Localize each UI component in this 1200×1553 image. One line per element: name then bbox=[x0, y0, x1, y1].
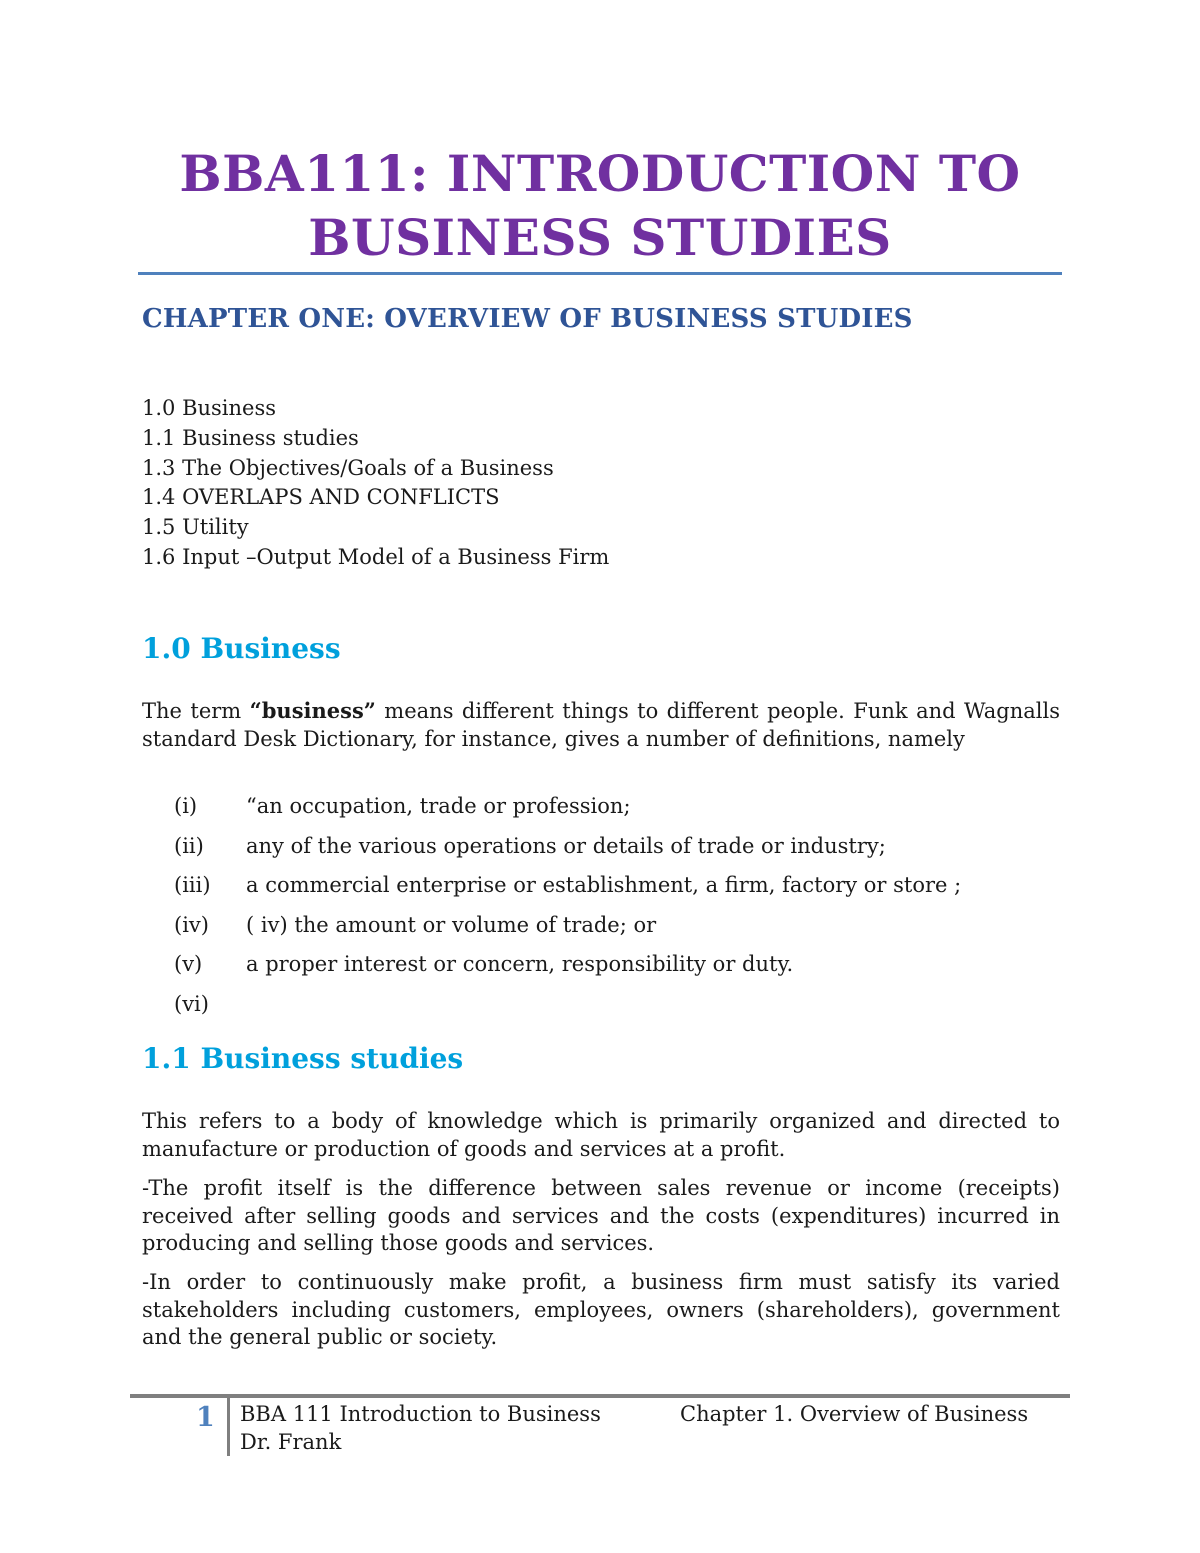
definition-text: a commercial enterprise or establishment, a firm, factory or store ; bbox=[246, 873, 962, 897]
title-line-2: BUSINESS STUDIES bbox=[308, 208, 892, 267]
definition-number: (i) bbox=[174, 794, 198, 818]
document-title bbox=[140, 142, 1060, 270]
toc-item: 1.5 Utility bbox=[142, 515, 249, 540]
intro-text-before: The term bbox=[142, 699, 250, 723]
footer-course-info bbox=[240, 1400, 601, 1456]
table-of-contents bbox=[142, 394, 609, 573]
definition-number: (iv) bbox=[174, 912, 209, 937]
definition-list bbox=[174, 790, 961, 1027]
definition-item bbox=[174, 830, 961, 870]
toc-item: 1.4 OVERLAPS AND CONFLICTS bbox=[142, 485, 500, 510]
toc-item: 1.0 Business bbox=[142, 396, 277, 420]
definition-number: (vi) bbox=[174, 991, 209, 1016]
definition-number: (iii) bbox=[174, 873, 211, 897]
title-divider bbox=[138, 272, 1062, 275]
definition-item bbox=[174, 988, 961, 1028]
definition-item bbox=[174, 948, 961, 988]
definition-text: any of the various operations or details of trade or industry; bbox=[246, 833, 886, 858]
footer-chapter-title: Chapter 1. Overview of Business bbox=[680, 1402, 1029, 1426]
definition-item bbox=[174, 869, 961, 909]
studies-paragraph-2: -The profit itself is the difference between sales revenue or income (receipts) received after selling goods and services and the costs (expenditures) incurred in producing and selling those goods and services. bbox=[142, 1176, 1060, 1255]
definition-item bbox=[174, 909, 961, 949]
definition-text: “an occupation, trade or profession; bbox=[246, 794, 631, 818]
business-intro-paragraph bbox=[142, 697, 1060, 753]
title-line-1: BBA111: INTRODUCTION TO bbox=[179, 144, 1021, 203]
intro-bold-term: “business” bbox=[249, 698, 376, 723]
intro-text-after: means different things to different people. Funk and Wagnalls standard Desk Dictionary, for instance, gives a number of definitions, namely bbox=[142, 699, 1060, 751]
definition-number: (ii) bbox=[174, 833, 204, 858]
section-heading-business: 1.0 Business bbox=[142, 632, 341, 665]
footer-author: Dr. Frank bbox=[240, 1430, 342, 1454]
definition-item bbox=[174, 790, 961, 830]
studies-paragraph-3: -In order to continuously make profit, a business firm must satisfy its varied stakeholders including customers, employees, owners (shareholders), government and the general public or society. bbox=[142, 1270, 1060, 1349]
toc-item: 1.6 Input –Output Model of a Business Firm bbox=[142, 544, 610, 569]
definition-number: (v) bbox=[174, 952, 203, 976]
footer-vertical-divider bbox=[227, 1398, 230, 1456]
section-heading-business-studies: 1.1 Business studies bbox=[142, 1042, 464, 1075]
page-number: 1 bbox=[196, 1402, 215, 1433]
studies-paragraph-1: This refers to a body of knowledge which is primarily organized and directed to manufacture or production of goods and services at a profit. bbox=[142, 1109, 1060, 1161]
definition-text: ( iv) the amount or volume of trade; or bbox=[246, 912, 657, 937]
definition-text: a proper interest or concern, responsibility or duty. bbox=[246, 952, 794, 976]
footer-divider bbox=[130, 1394, 1070, 1398]
toc-item: 1.3 The Objectives/Goals of a Business bbox=[142, 455, 554, 480]
chapter-heading: CHAPTER ONE: OVERVIEW OF BUSINESS STUDIES bbox=[142, 304, 913, 334]
footer-course-title: BBA 111 Introduction to Business bbox=[240, 1402, 601, 1426]
toc-item: 1.1 Business studies bbox=[142, 425, 359, 450]
